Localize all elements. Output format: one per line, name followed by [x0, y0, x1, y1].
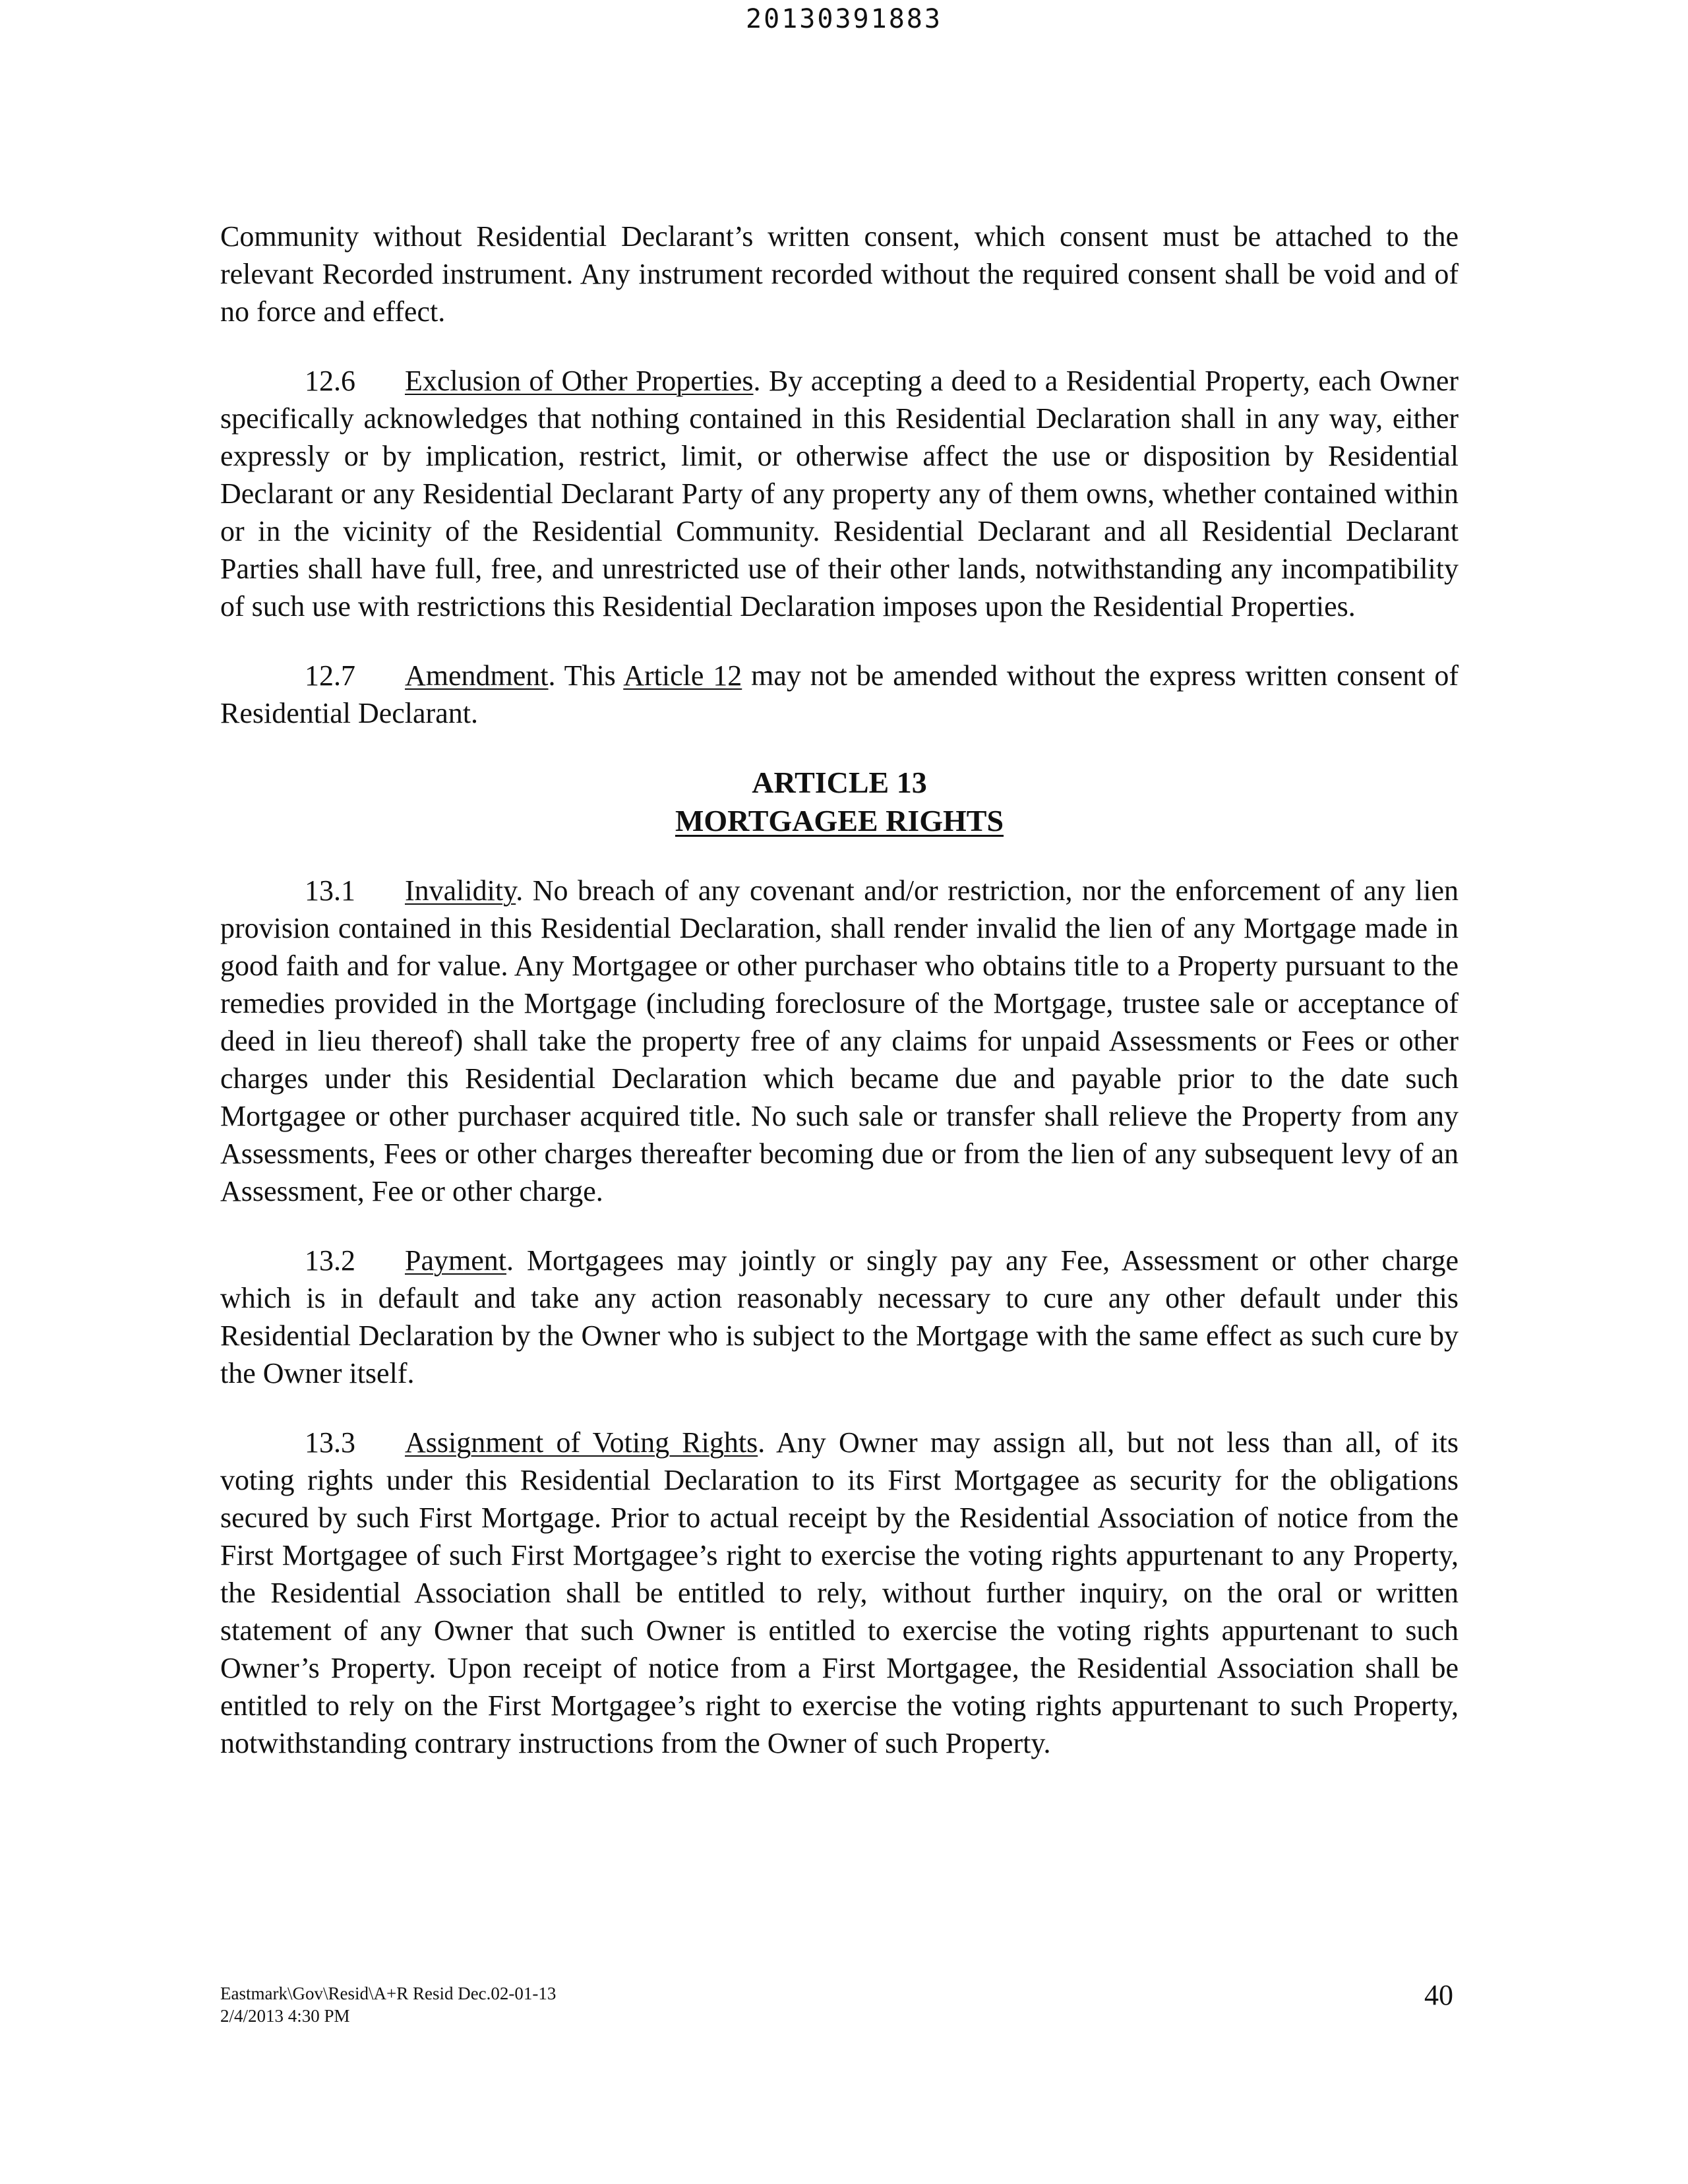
page-number: 40	[1424, 1979, 1453, 2011]
section-text: . This	[548, 659, 624, 692]
section-text: . Mortgagees may jointly or singly pay any Fee, Assessment or other charge which is in default and take any action reasonably necessary to cure any other default under this Residential Declaration by the Owner who is subject to the Mortgage with the same effect as such cure by the Owner itself.	[220, 1244, 1459, 1389]
continuation-paragraph: Community without Residential Declarant’s written consent, which consent must be attached to the relevant Recorded instrument. Any instrument recorded without the required consent shall be void and of no force and effect.	[220, 220, 1459, 328]
section-number: 13.2	[305, 1244, 355, 1277]
document-number: 20130391883	[746, 4, 942, 34]
article-title: MORTGAGEE RIGHTS	[675, 804, 1004, 837]
section-12-6	[220, 362, 1459, 625]
section-number: 13.1	[305, 874, 355, 907]
article-number: ARTICLE 13	[752, 766, 927, 799]
section-heading: Payment	[405, 1244, 506, 1277]
section-number: 12.7	[305, 659, 355, 692]
section-number: 12.6	[305, 365, 355, 397]
article-reference: Article 12	[623, 659, 742, 692]
section-heading: Invalidity	[405, 874, 516, 907]
section-text: may not be amended without the express written consent of Residential Declarant.	[220, 659, 1459, 729]
section-13-2	[220, 1242, 1459, 1392]
footer-file-path: Eastmark\Gov\Resid\A+R Resid Dec.02-01-13	[220, 1984, 557, 2003]
section-13-3	[220, 1424, 1459, 1762]
footer-timestamp: 2/4/2013 4:30 PM	[220, 2006, 350, 2026]
section-text: . Any Owner may assign all, but not less than all, of its voting rights under this Residential Declaration to its First Mortgagee as security for the obligations secured by such First Mortgage. Prior to actual receipt by the Residential Association of notice from the First Mortgagee of such First Mortgagee’s right to exercise the voting rights appurtenant to any Property, the Residential Association shall be entitled to rely, without further inquiry, on the oral or written statement of any Owner that such Owner is entitled to exercise the voting rights appurtenant to such Owner’s Property. Upon receipt of notice from a First Mortgagee, the Residential Association shall be entitled to rely on the First Mortgagee’s right to exercise the voting rights appurtenant to such Property, notwithstanding contrary instructions from the Owner of such Property.	[220, 1426, 1459, 1759]
section-heading: Assignment of Voting Rights	[405, 1426, 758, 1459]
section-heading: Exclusion of Other Properties	[405, 365, 754, 397]
section-text: . No breach of any covenant and/or restriction, nor the enforcement of any lien provision contained in this Residential Declaration, shall render invalid the lien of any Mortgage made in good faith and for value. Any Mortgagee or other purchaser who obtains title to a Property pursuant to the remedies provided in the Mortgage (including foreclosure of the Mortgage, trustee sale or acceptance of deed in lieu thereof) shall take the property free of any claims for unpaid Assessments or Fees or other charges under this Residential Declaration which became due and payable prior to the date such Mortgagee or other purchaser acquired title. No such sale or transfer shall relieve the Property from any Assessments, Fees or other charges thereafter becoming due or from the lien of any subsequent levy of an Assessment, Fee or other charge.	[220, 874, 1459, 1207]
section-text: . By accepting a deed to a Residential Property, each Owner specifically acknowledges that nothing contained in this Residential Declaration shall in any way, either expressly or by implication, restrict, limit, or otherwise affect the use or disposition by Residential Declarant or any Residential Declarant Party of any property any of them owns, whether contained within or in the vicinity of the Residential Community. Residential Declarant and all Residential Declarant Parties shall have full, free, and unrestricted use of their other lands, notwithstanding any incompatibility of such use with restrictions this Residential Declaration imposes upon the Residential Properties.	[220, 365, 1459, 622]
section-12-7	[220, 657, 1459, 732]
footer-info	[220, 1982, 556, 2027]
document-body	[220, 218, 1459, 1794]
section-number: 13.3	[305, 1426, 355, 1459]
article-heading	[220, 764, 1459, 840]
section-13-1	[220, 872, 1459, 1210]
section-heading: Amendment	[405, 659, 549, 692]
